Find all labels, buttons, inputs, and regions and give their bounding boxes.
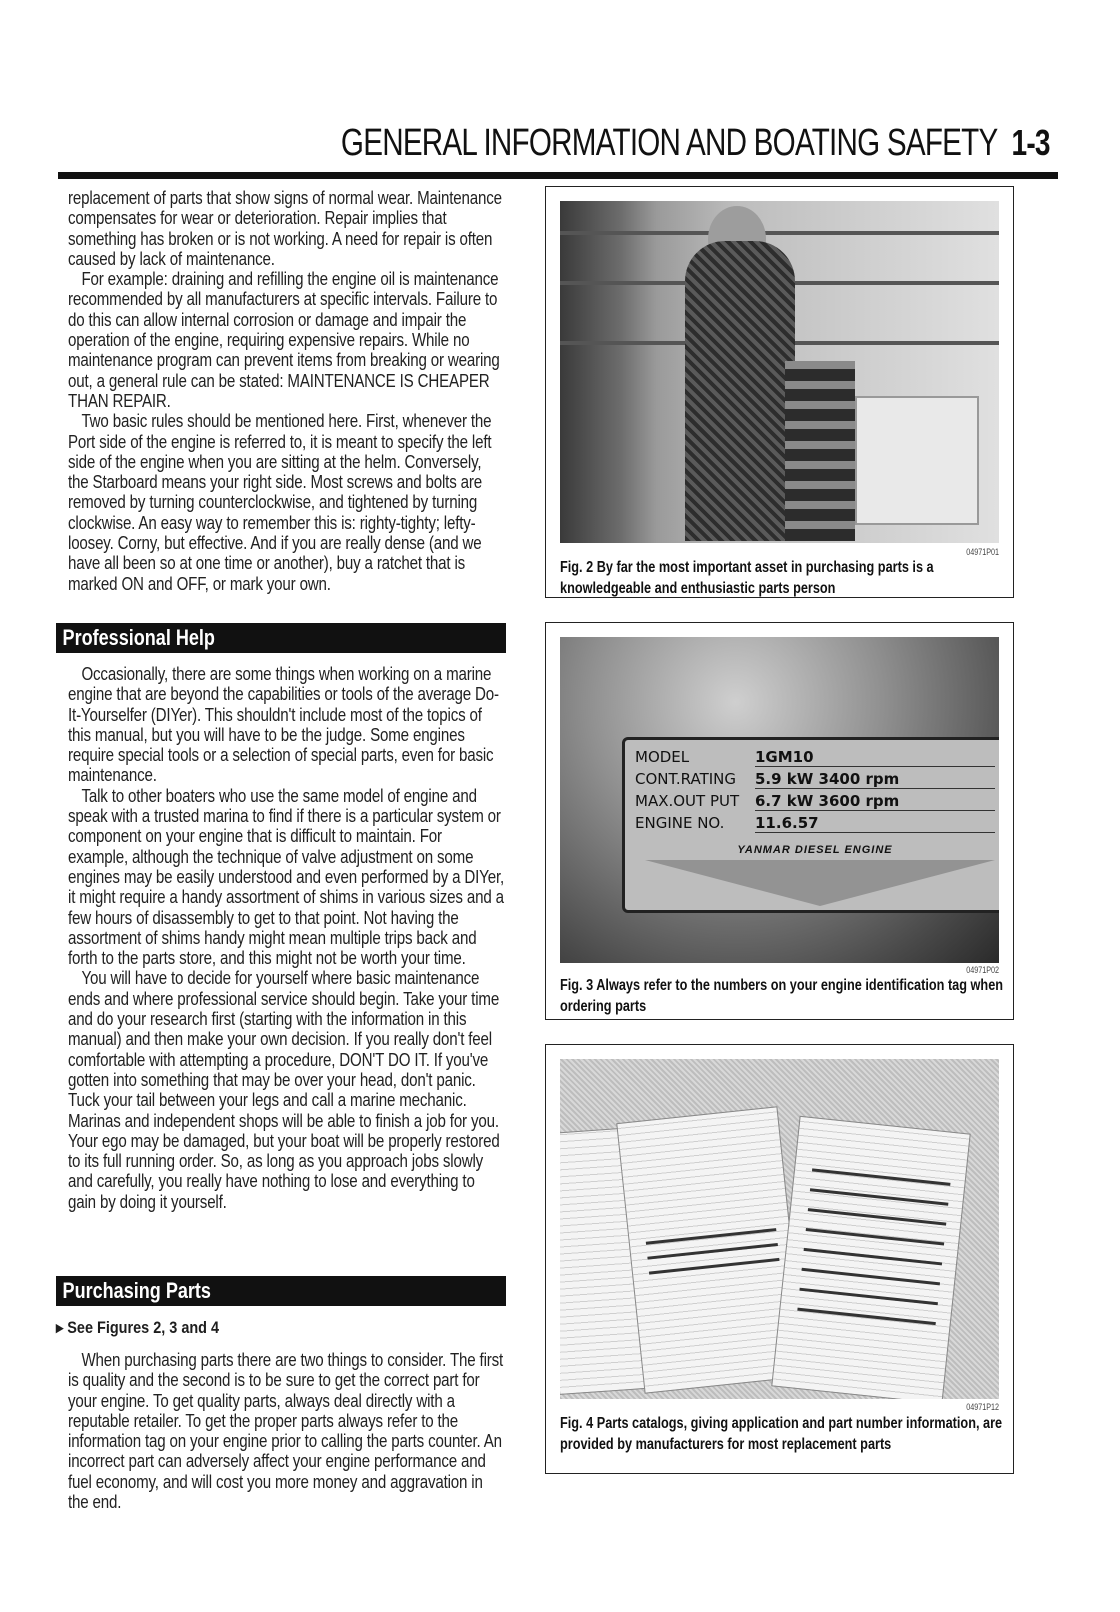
figure-caption: Fig. 2 By far the most important asset in purchasing parts is a knowledgeable and enthusiastic parts person <box>560 559 934 597</box>
engine-identification-plate: MODEL 1GM10 CONT.RATING 5.9 kW 3400 rpm MAX.OUT PUT 6.7 kW 3600 rpm ENGINE NO. 11.6.57 YANMAR DIESEL ENGINE <box>622 737 999 913</box>
figure-2 <box>545 186 1014 598</box>
photo-id: 04971P01 <box>966 547 999 557</box>
professional-help-paragraph-2: Talk to other boaters who use the same model of engine and speak with a trusted marina to find if there is a particular system or component on your engine that is difficult to maintain. For example, although the technique of valve adjustment on some engines may be easily understood and even performed by a DIYer, it might require a handy assortment of shims in various sizes and a few hours of disassembly to get to that point. Not having the assortment of shims handy might mean multiple trips back and forth to the parts store, and this might not be worth your time. <box>68 785 505 969</box>
header-rule <box>58 172 1058 179</box>
section-heading-professional-help: Professional Help <box>56 623 506 653</box>
professional-help-paragraph-1: Occasionally, there are some things when working on a marine engine that are beyond the capabilities or tools of the average Do-It-Yourselfer (DIYer). This shouldn't include most of the topics of this manual, but you will have to be the judge. Some engines require special tools or a selection of special parts, even for basic maintenance. <box>68 664 499 786</box>
parts-catalog-photo <box>560 1059 999 1399</box>
purchasing-parts-paragraph-1: When purchasing parts there are two things to consider. The first is quality and the second is to be sure to get the correct part for your engine. To get quality parts, always deal directly with a reputable retailer. To get the proper parts always refer to the information tag on your engine prior to calling the parts counter. An incorrect part can adversely affect your engine performance and fuel economy, and will cost you more money and aggravation in the end. <box>68 1350 504 1513</box>
intro-paragraph-1: replacement of parts that show signs of normal wear. Maintenance compensates for wear or deterioration. Repair implies that something has broken or is not working. A need for repair is often caused by lack of maintenance. <box>68 188 502 269</box>
page-header-title <box>341 122 1050 165</box>
catalog-book-right-page <box>771 1116 970 1399</box>
photo-id: 04971P12 <box>966 1402 999 1412</box>
professional-help-paragraph-3: You will have to decide for yourself where basic maintenance ends and where professional service should begin. Take your time and do your research first (starting with the information in this manual) and then make your own decision. If you really don't feel comfortable with attempting a procedure, DON'T DO IT. If you've gotten into something that may be over your head, don't panic. Tuck your tail between your legs and call a marine mechanic. Marinas and independent shops will be able to finish a job for you. Your ego may be damaged, but your boat will be properly restored to its full running order. So, as long as you approach jobs slowly and carefully, you really have nothing to lose and everything to gain by doing it yourself. <box>68 968 500 1212</box>
purchasing-parts-text <box>68 1350 506 1512</box>
intro-text <box>68 188 506 594</box>
intro-paragraph-3: Two basic rules should be mentioned here. First, whenever the Port side of the engine is referred to, it is meant to specify the left side of the engine when you are sitting at the helm. Conversely, the Starboard means your right side. Most screws and bolts are removed by turning counterclockwise, and tightened by turning clockwise. An easy way to remember this is: righty-tighty; lefty-loosey. Corny, but effective. And if you are really dense (and we have all been so at one time or another), buy a ratchet that is marked ON and OFF, or mark your own. <box>68 411 492 594</box>
figure-caption: Fig. 4 Parts catalogs, giving application and part number information, are provided by manufacturers for most replacement parts <box>560 1415 1003 1453</box>
figure-4 <box>545 1044 1014 1474</box>
see-figures-reference: ▸ See Figures 2, 3 and 4 <box>56 1318 220 1337</box>
photo-id: 04971P02 <box>966 965 999 975</box>
crankshaft-image <box>785 361 855 541</box>
figure-caption: Fig. 3 Always refer to the numbers on your engine identification tag when ordering parts <box>560 977 1004 1015</box>
section-heading-purchasing-parts: Purchasing Parts <box>56 1276 506 1306</box>
chapter-title: GENERAL INFORMATION AND BOATING SAFETY <box>341 122 998 164</box>
parts-person-photo <box>560 201 999 543</box>
brand-text: YANMAR DIESEL ENGINE <box>737 844 893 856</box>
intro-paragraph-2: For example: draining and refilling the engine oil is maintenance recommended by all manufacturers at specific intervals. Failure to do this can allow internal corrosion or damage and impair the operation of the engine, requiring expensive repairs. While no maintenance program can prevent items from breaking or wearing out, a general rule can be stated: MAINTENANCE IS CHEAPER THAN REPAIR. <box>68 269 500 411</box>
engine-id-tag-photo <box>560 637 999 963</box>
professional-help-text <box>68 664 506 1212</box>
figure-3 <box>545 622 1014 1020</box>
page-number: 1-3 <box>1011 122 1050 163</box>
